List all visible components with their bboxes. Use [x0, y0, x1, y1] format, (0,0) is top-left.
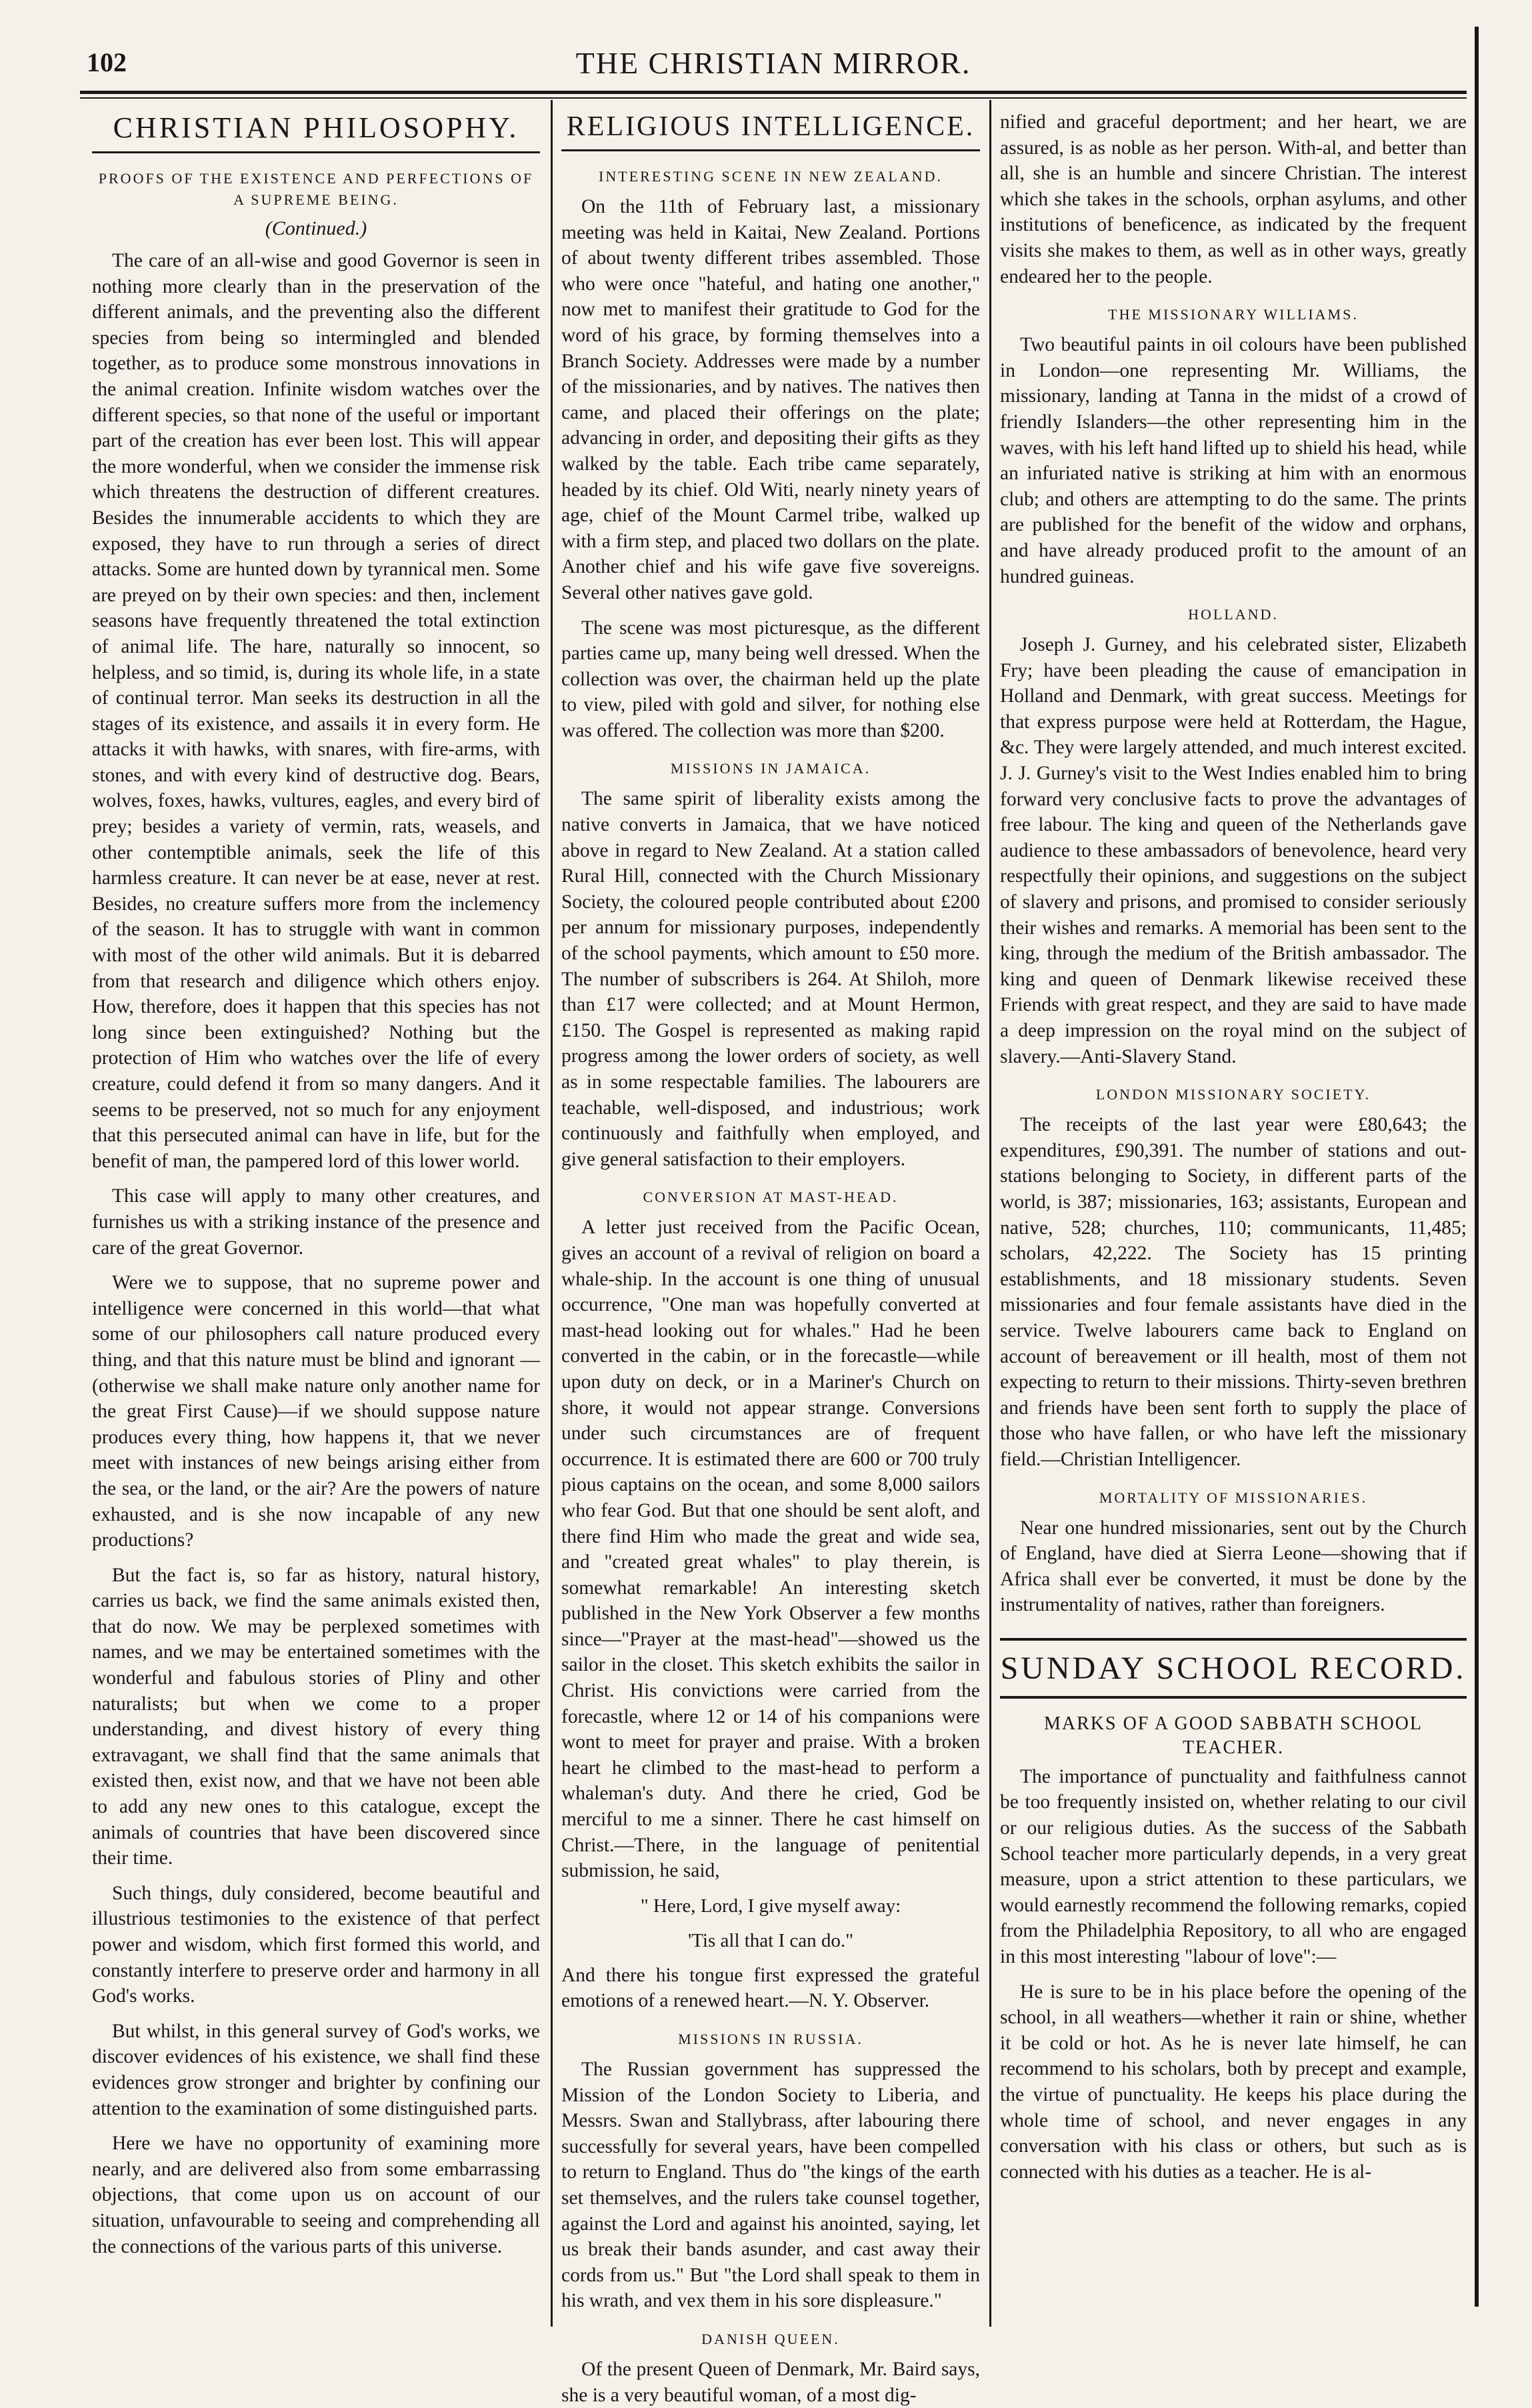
article-title: INTERESTING SCENE IN NEW ZEALAND. [599, 168, 943, 185]
article-title: MISSIONS IN JAMAICA. [670, 760, 871, 777]
paragraph: Near one hundred missionaries, sent out by the Church of England, have died at Sierra Leone—showing that if Africa shall ever be converted, it must be done by the instrumentality of natives, rather than foreigners. [1000, 1517, 1467, 1616]
header-rule-thin [80, 97, 1467, 99]
paragraph: The scene was most picturesque, as the different parties came up, many being well dressed. When the collection was over, the chairman held up the plate to view, piled with gold and silver, for nothing else was offered. The collection was more than $200. [561, 617, 980, 741]
column-intelligence-continued [1000, 100, 1467, 2340]
paragraph: The Russian government has suppressed the Mission of the London Society to Liberia, and Messrs. Swan and Stallybrass, after labouring there successfully for several years, have been compelled to return to England. Thus do "the kings of the earth set themselves, and the rulers take counsel together, against the Lord and against his anointed, saying, let us break their bands asunder, and cast away their cords from us." But "the Lord shall speak to them in his wrath, and vex them in his sore displeasure." [561, 2059, 980, 2312]
running-title: THE CHRISTIAN MIRROR. [575, 46, 971, 80]
article-title-proofs: PROOFS OF THE EXISTENCE AND PERFECTIONS OF A SUPREME BEING. [98, 170, 534, 208]
article-title-good-teacher: MARKS OF A GOOD SABBATH SCHOOL TEACHER. [1044, 1713, 1423, 1758]
paragraph: The receipts of the last year were £80,643; the expenditures, £90,391. The number of stations and out-stations belonging to Society, in different parts of the world, is 387; missionaries, 163; assistants, European and native, 528; churches, 110; communicants, 11,485; scholars, 42,222. The Society has 15 printing establishments, and 18 missionary students. Seven missionaries and four female assistants have died in the service. Twelve labourers came back to England on account of bereavement or ill health, most of them not expecting to return to their missions. Thirty-seven brethren and friends have been sent forth to supply the place of those who have fallen, or who have left the missionary field.—Christian Intelligencer. [1000, 1114, 1467, 1470]
column-rule-1 [551, 100, 553, 2327]
paragraph: The importance of punctuality and faithfulness cannot be too frequently insisted on, whether relating to our civil or our religious duties. As the success of the Sabbath School teacher more particularly depends, in a very great measure, upon a strict attention to these particulars, we would earnestly recommend the following remarks, copied from the Philadelphia Repository, to all who are engaged in this most interesting "labour of love":— [1000, 1765, 1467, 1968]
page-edge-rule [1475, 27, 1479, 2307]
paragraph: And there his tongue first expressed the grateful emotions of a renewed heart.—N. Y. Observer. [561, 1964, 980, 2012]
paragraph: Such things, duly considered, become beautiful and illustrious testimonies to the existence of that perfect power and wisdom, which first formed this world, and constantly interfere to preserve order and harmony in all God's works. [92, 1882, 540, 2007]
article-title: LONDON MISSIONARY SOCIETY. [1095, 1086, 1371, 1103]
page-number: 102 [87, 47, 127, 77]
paragraph: This case will apply to many other creatures, and furnishes us with a striking instance of the presence and care of the great Governor. [92, 1185, 540, 1259]
column-christian-philosophy [92, 100, 540, 2340]
article-title: MISSIONS IN RUSSIA. [678, 2031, 863, 2047]
paragraph: The same spirit of liberality exists among the native converts in Jamaica, that we have noticed above in regard to New Zealand. At a station called Rural Hill, connected with the Church Missionary Society, the coloured people contributed about £200 per annum for missionary purposes, independently of the school payments, which amount to £50 more. The number of subscribers is 264. At Shiloh, more than £17 were collected; and at Mount Hermon, £150. The Gospel is represented as making rapid progress among the lower orders of society, as well as in some respectable families. The labourers are teachable, well-disposed, and industrious; work continuously and faithfully when employed, and give general satisfaction to their employers. [561, 788, 980, 1170]
page-header [80, 32, 1467, 79]
paragraph: nified and graceful deportment; and her heart, we are assured, is as noble as her person. With-al, and better than all, she is an humble and sincere Christian. The interest which she takes in the schools, orphan asylums, and other institutions of beneficence, as indicated by the frequent visits she makes to them, as well as in other ways, greatly endeared her to the people. [1000, 111, 1467, 287]
section-title-religious-intelligence: RELIGIOUS INTELLIGENCE. [561, 111, 980, 151]
continued-note: (Continued.) [265, 217, 367, 239]
paragraph: On the 11th of February last, a missionary meeting was held in Kaitai, New Zealand. Portions of about twenty different tribes assembled. Those who were once "hateful, and hating one another," now met to manifest their gratitude to God for the word of his grace, by forming themselves into a Branch Society. Addresses were made by a number of the missionaries, and by natives. The natives then came, and placed their offerings on the plate; advancing in order, and depositing their gifts as they walked by the table. Each tribe came separately, headed by its chief. Old Witi, nearly ninety years of age, chief of the Mount Carmel tribe, walked up with a firm step, and placed two dollars on the plate. Another chief and his wife gave five sovereigns. Several other natives gave gold. [561, 196, 980, 603]
article-title: DANISH QUEEN. [701, 2330, 840, 2347]
article-title: MORTALITY OF MISSIONARIES. [1099, 1489, 1368, 1506]
article-title: HOLLAND. [1188, 606, 1279, 623]
section-title-christian-philosophy: CHRISTIAN PHILOSOPHY. [92, 111, 540, 153]
paragraph: But whilst, in this general survey of God's works, we discover evidences of his existence, we shall find these evidences grow stronger and brighter by confining our attention to the examination of some distinguished parts. [92, 2020, 540, 2119]
verse-line: 'Tis all that I can do." [688, 1929, 853, 1951]
paragraph: A letter just received from the Pacific Ocean, gives an account of a revival of religion on board a whale-ship. In the account is one thing of unusual occurrence, "One man was hopefully converted at mast-head looking out for whales." Had he been converted in the cabin, or in the forecastle—while upon duty on deck, or in a Mariner's Church on shore, it would not appear strange. Conversions under such circumstances are of frequent occurrence. It is estimated there are 600 or 700 truly pious captains on the ocean, and some 8,000 sailors who fear God. But that one should be sent aloft, and there find Him who made the great and wide sea, and "created great whales" to play therein, is somewhat remarkable! An interesting sketch published in the New York Observer a few months since—"Prayer at the mast-head"—showed us the sailor in the closet. This sketch exhibits the sailor in Christ. His convictions were carried from the forecastle, where 12 or 14 of his companions were wont to meet for prayer and praise. With a broken heart he climbed to the mast-head to perform a whaleman's duty. And there he cried, God be merciful to me a sinner. There he cast himself on Christ.—There, in the language of penitential submission, he said, [561, 1217, 980, 1882]
paragraph: The care of an all-wise and good Governor is seen in nothing more clearly than in the preservation of the different animals, and the preventing also the different species from being so intermingled and blended together, as to produce some monstrous innovations in the animal creation. Infinite wisdom watches over the different species, so that none of the useful or important part of the creation has ever been lost. This will appear the more wonderful, when we consider the immense risk which threatens the destruction of different creatures. Besides the innumerable accidents to which they are exposed, they have to run through a series of direct attacks. Some are hunted down by tyrannical men. Some are preyed on by their own species: and then, inclement seasons have frequently threatened the total extinction of animal life. The hare, naturally so innocent, so helpless, and so timid, is, during its whole life, in a state of continual terror. Man seeks its destruction in all the stages of its existence, and assails it in every form. He attacks it with hawks, with snares, with fire-arms, with stones, and with every kind of destructive dog. Bears, wolves, foxes, hawks, vultures, eagles, and every bird of prey; besides a variety of vermin, rats, weasels, and other contemptible animals, seek the life of this harmless creature. It can never be at ease, never at rest. Besides, no creature suffers more from the inclemency of the season. It has to struggle with want in common with most of the other wild animals. But it is debarred from that research and diligence which others enjoy. How, therefore, does it happen that this species has not long since been extinguished? Nothing but the protection of Him who watches over the life of every creature, could defend it from so many dangers. And it seems to be preserved, not so much for any enjoyment that this persecuted animal can have in life, but for the benefit of man, the pampered lord of this lower world. [92, 250, 540, 1172]
paragraph: Of the present Queen of Denmark, Mr. Baird says, she is a very beautiful woman, of a most dig- [561, 2358, 980, 2406]
header-rule [80, 91, 1467, 94]
article-title: THE MISSIONARY WILLIAMS. [1108, 306, 1359, 323]
paragraph: Here we have no opportunity of examining more nearly, and are delivered also from some embarrassing objections, that come upon us on account of our situation, unfavourable to seeing and comprehending all the connections of the various parts of this universe. [92, 2133, 540, 2257]
column-rule-2 [989, 100, 991, 2327]
paragraph: Joseph J. Gurney, and his celebrated sister, Elizabeth Fry; have been pleading the cause of emancipation in Holland and Denmark, with great success. Meetings for that express purpose were held at Rotterdam, the Hague, &c. They were largely attended, and much interest excited. J. J. Gurney's visit to the West Indies enabled him to bring forward very conclusive facts to prove the advantages of free labour. The king and queen of the Netherlands gave audience to these ambassadors of benevolence, heard very respectfully their opinions, and suggestions on the subject of slavery and prisons, and promised to consider seriously their wishes and remarks. A memorial has been sent to the king, through the medium of the British ambassador. The king and queen of Denmark likewise received these Friends with great respect, and they are said to have made a deep impression on the royal mind on the subject of slavery.—Anti-Slavery Stand. [1000, 634, 1467, 1067]
section-title-sunday-school-record: SUNDAY SCHOOL RECORD. [1000, 1638, 1467, 1699]
paragraph: Were we to suppose, that no supreme power and intelligence were concerned in this world—that what some of our philosophers call nature produced every thing, and that this nature must be blind and ignorant —(otherwise we shall make nature only another name for the great First Cause)—if we should suppose nature produces every thing, how happens it, that we never meet with instances of new beings arising either from the sea, or the land, or the air? Are the powers of nature exhausted, and is she now incapable of any new productions? [92, 1272, 540, 1551]
verse-line: " Here, Lord, I give myself away: [640, 1895, 901, 1917]
article-title: CONVERSION AT MAST-HEAD. [643, 1189, 899, 1206]
paragraph: But the fact is, so far as history, natural history, carries us back, we find the same animals existed then, that do now. We may be perplexed sometimes with names, and we may be entertained sometimes with the wonderful and fabulous stories of Pliny and other naturalists; but when we come to a proper understanding, and divest history of every thing extravagant, we shall find that the same animals that existed then, exist now, and that we have not been able to add any new ones to this catalogue, except the animals of countries that have been discovered since their time. [92, 1564, 540, 1869]
column-religious-intelligence [561, 100, 980, 2406]
paragraph: He is sure to be in his place before the opening of the school, in all weathers—whether it rain or shine, whether it be cold or hot. As he is never late himself, he can recommend to his scholars, both by precept and example, the virtue of punctuality. He keeps his place during the whole time of school, and never engages in any conversation with his class or others, but such as is connected with his duties as a teacher. He is al- [1000, 1981, 1467, 2183]
paragraph: Two beautiful paints in oil colours have been published in London—one representing Mr. Williams, the missionary, landing at Tanna in the midst of a crowd of friendly Islanders—the other representing him in the waves, with his left hand lifted up to shield his head, while an infuriated native is striking at him with an enormous club; and others are attempting to do the same. The prints are published for the benefit of the widow and orphans, and have already produced profit to the amount of an hundred guineas. [1000, 334, 1467, 587]
